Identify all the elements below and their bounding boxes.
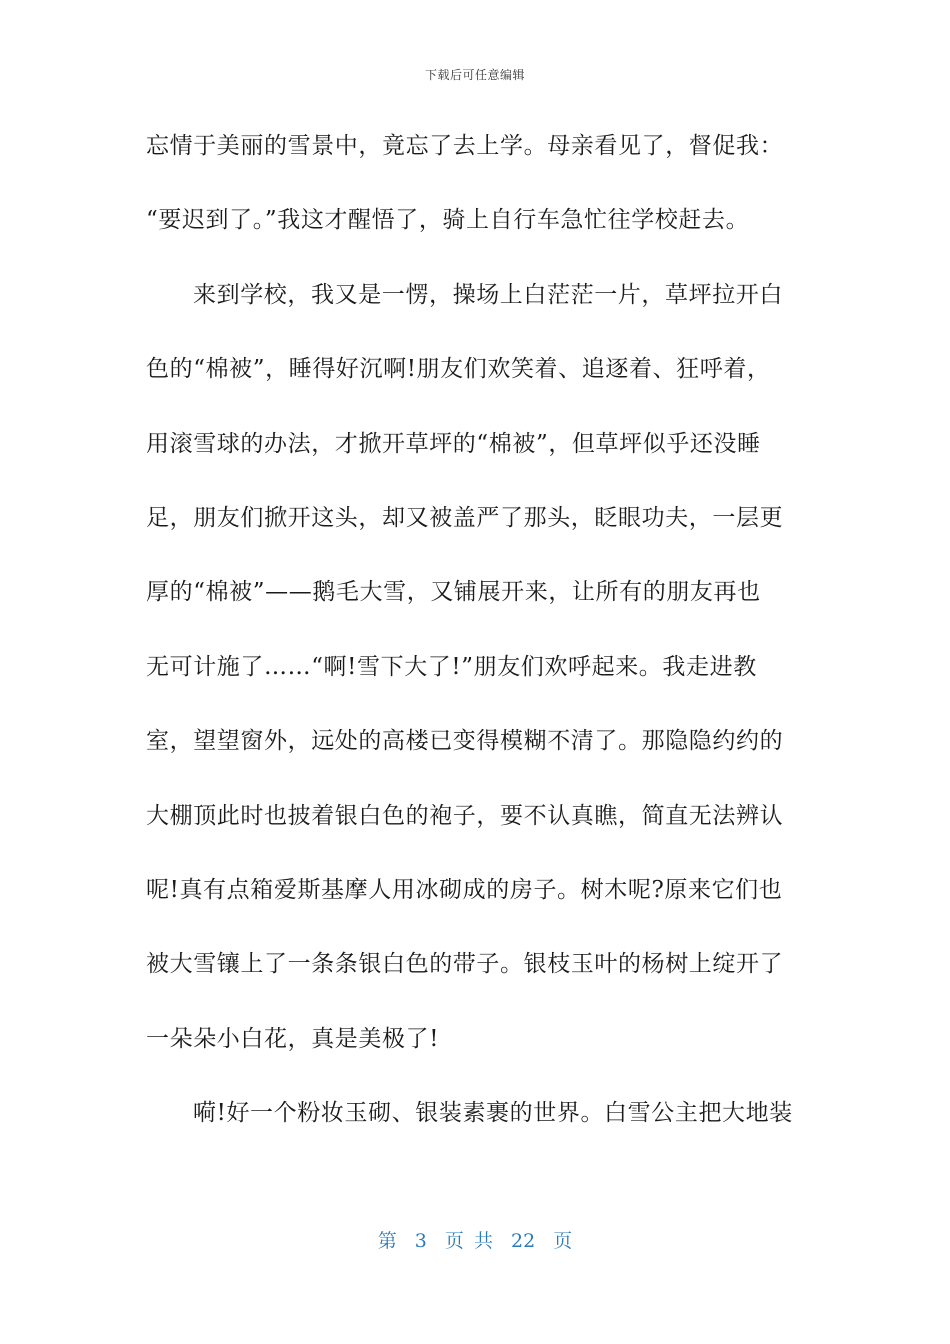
page-total: 22 <box>511 1230 536 1252</box>
text-line: 厚的“棉被”——鹅毛大雪，又铺展开来，让所有的朋友再也 <box>146 579 761 606</box>
text-line: 室，望望窗外，远处的高楼已变得模糊不清了。那隐隐约约的 <box>146 728 784 755</box>
document-body <box>146 120 836 1161</box>
page-number-footer <box>0 1226 950 1253</box>
text-line: 一朵朵小白花，真是美极了! <box>146 1025 440 1052</box>
paragraph-start-line: 来到学校，我又是一愣，操场上白茫茫一片，草坪拉开白 <box>193 281 783 308</box>
text-line: 大棚顶此时也披着银白色的袍子，要不认真瞧，简直无法辨认 <box>146 802 784 829</box>
text-line: 忘情于美丽的雪景中，竟忘了去上学。母亲看见了，督促我： <box>146 133 784 159</box>
text-line: 呢!真有点箱爱斯基摩人用冰砌成的房子。树木呢?原来它们也 <box>146 876 783 903</box>
text-line: 被大雪镶上了一条条银白色的带子。银枝玉叶的杨树上绽开了 <box>146 951 784 978</box>
text-line: 色的“棉被”，睡得好沉啊!朋友们欢笑着、追逐着、狂呼着， <box>146 356 771 383</box>
text-line: 用滚雪球的办法，才掀开草坪的“棉被”，但草坪似乎还没睡 <box>146 430 761 457</box>
page-prefix: 第 <box>377 1230 397 1252</box>
text-line: “要迟到了。”我这才醒悟了，骑上自行车急忙往学校赶去。 <box>146 207 750 234</box>
text-line: 足，朋友们掀开这头，却又被盖严了那头，眨眼功夫，一层更 <box>146 504 784 531</box>
page-mid: 页 共 <box>444 1230 493 1252</box>
page-current: 3 <box>414 1230 427 1252</box>
text-line: 无可计施了……“啊!雪下大了!”朋友们欢呼起来。我走进教 <box>146 653 757 680</box>
page-suffix: 页 <box>553 1230 573 1252</box>
paragraph-start-line: 嗬!好一个粉妆玉砌、银装素裹的世界。白雪公主把大地装 <box>193 1100 793 1127</box>
header-note: 下载后可任意编辑 <box>424 68 525 82</box>
